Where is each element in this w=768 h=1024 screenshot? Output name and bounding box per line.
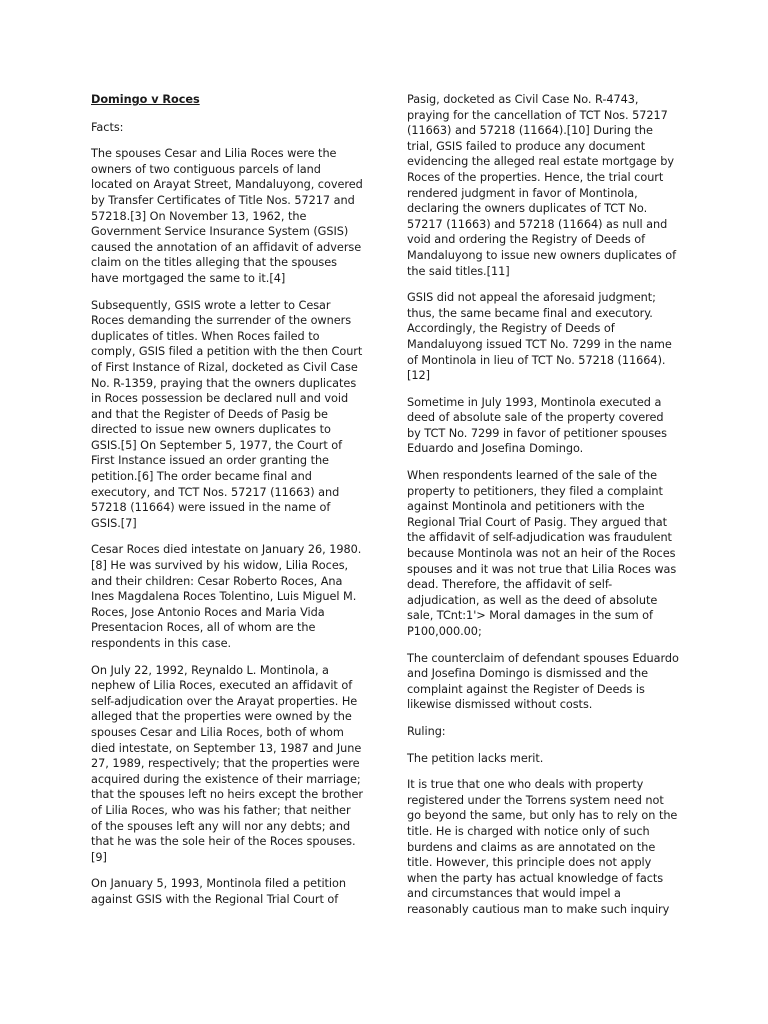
right-column (407, 92, 679, 929)
ruling-heading: Ruling: (407, 724, 446, 738)
paragraph: Cesar Roces died intestate on January 26, 1980.[8] He was survived by his widow, Lilia Roces, and their children: Cesar Roberto Roces, Ana Ines Magdalena Roces Tolentino, Luis Miguel M. Roces, Jose Antonio Roces and Maria Vida Presentacion Roces, all of whom are the respondents in this case. (91, 543, 362, 650)
paragraph: When respondents learned of the sale of the property to petitioners, they filed a complaint against Montinola and petitioners with the Regional Trial Court of Pasig. They argued that the affidavit of self-adjudication was fraudulent because Montinola was not an heir of the Roces spouses and it was not true that Lilia Roces was dead. Therefore, the affidavit of self-adjudication, as well as the deed of absolute sale, TCnt:1'> Moral damages in the sum of P100,000.00; (407, 469, 677, 638)
paragraph: The petition lacks merit. (407, 751, 544, 765)
paragraph: Sometime in July 1993, Montinola executed a deed of absolute sale of the property covered by TCT No. 7299 in favor of petitioner spouses Eduardo and Josefina Domingo. (407, 395, 667, 456)
left-column (91, 92, 363, 919)
paragraph: GSIS did not appeal the aforesaid judgment; thus, the same became final and executory. Accordingly, the Registry of Deeds of Mandaluyong issued TCT No. 7299 in the name of Montinola in lieu of TCT No. 57218 (11664).[12] (407, 291, 672, 383)
paragraph: On July 22, 1992, Reynaldo L. Montinola, a nephew of Lilia Roces, executed an affidavit of self-adjudication over the Arayat properties. He alleged that the properties were owned by the spouses Cesar and Lilia Roces, both of whom died intestate, on September 13, 1987 and June 27, 1989, respectively; that the properties were acquired during the existence of their marriage; that the spouses left no heirs except the brother of Lilia Roces, who was his father; that neither of the spouses left any will nor any debts; and that he was the sole heir of the Roces spouses.[9] (91, 663, 363, 864)
facts-heading: Facts: (91, 120, 124, 134)
paragraph: Pasig, docketed as Civil Case No. R-4743, praying for the cancellation of TCT Nos. 57217 (11663) and 57218 (11664).[10] During the trial, GSIS failed to produce any document evidencing the alleged real estate mortgage by Roces of the properties. Hence, the trial court rendered judgment in favor of Montinola, declaring the owners duplicates of TCT No. 57217 (11663) and 57218 (11664) as null and void and ordering the Registry of Deeds of Mandaluyong to issue new owners duplicates of the said titles.[11] (407, 93, 677, 278)
paragraph: Subsequently, GSIS wrote a letter to Cesar Roces demanding the surrender of the owners duplicates of titles. When Roces failed to comply, GSIS filed a petition with the then Court of First Instance of Rizal, docketed as Civil Case No. R-1359, praying that the owners duplicates in Roces possession be declared null and void and that the Register of Deeds of Pasig be directed to issue new owners duplicates to GSIS.[5] On September 5, 1977, the Court of First Instance issued an order granting the petition.[6] The order became final and executory, and TCT Nos. 57217 (11663) and 57218 (11664) were issued in the name of GSIS.[7] (91, 298, 363, 530)
document-title: Domingo v Roces (91, 93, 200, 106)
paragraph: The counterclaim of defendant spouses Eduardo and Josefina Domingo is dismissed and the complaint against the Register of Deeds is likewise dismissed without costs. (407, 651, 679, 712)
paragraph: The spouses Cesar and Lilia Roces were the owners of two contiguous parcels of land located on Arayat Street, Mandaluyong, covered by Transfer Certificates of Title Nos. 57217 and 57218.[3] On November 13, 1962, the Government Service Insurance System (GSIS) caused the annotation of an affidavit of adverse claim on the titles alleging that the spouses have mortgaged the same to it.[4] (91, 147, 363, 285)
paragraph: On January 5, 1993, Montinola filed a petition against GSIS with the Regional Trial Court of (91, 877, 346, 906)
paragraph: It is true that one who deals with property registered under the Torrens system need not go beyond the same, but only has to rely on the title. He is charged with notice only of such burdens and claims as are annotated on the title. However, this principle does not apply when the party has actual knowledge of facts and circumstances that would impel a reasonably cautious man to make such inquiry (407, 778, 678, 916)
